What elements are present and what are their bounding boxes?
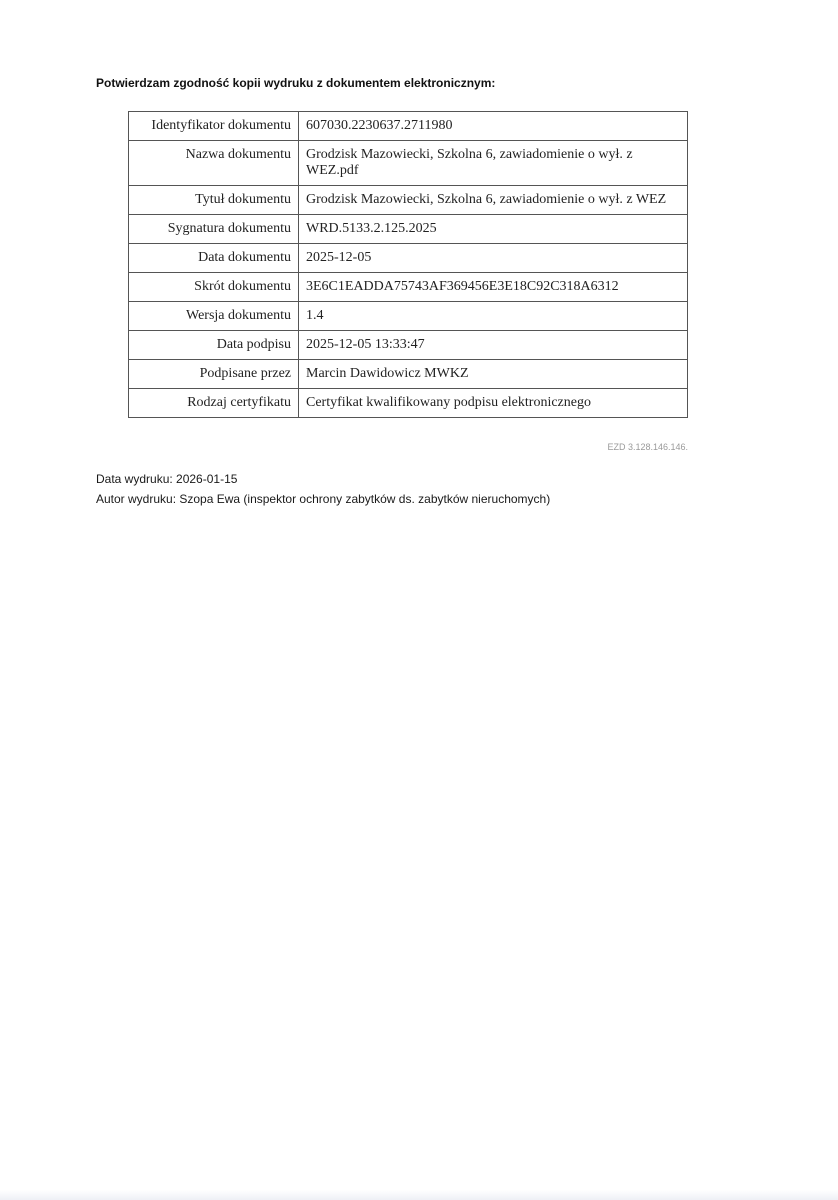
table-row: [129, 215, 688, 244]
print-author: Autor wydruku: Szopa Ewa (inspektor ochrony zabytków ds. zabytków nieruchomych): [96, 492, 551, 506]
system-version-stamp: EZD 3.128.146.146.: [607, 442, 688, 452]
row-value-signature-date: 2025-12-05 13:33:47: [299, 331, 688, 360]
page-bottom-edge: [0, 1190, 838, 1200]
row-value-document-hash: 3E6C1EADDA75743AF369456E3E18C92C318A6312: [299, 273, 688, 302]
confirmation-heading: Potwierdzam zgodność kopii wydruku z dokumentem elektronicznym:: [96, 76, 496, 90]
row-label-signature-date: Data podpisu: [129, 331, 299, 360]
table-row: [129, 141, 688, 186]
table-row: [129, 186, 688, 215]
row-value-certificate-type: Certyfikat kwalifikowany podpisu elektronicznego: [299, 389, 688, 418]
row-value-signed-by: Marcin Dawidowicz MWKZ: [299, 360, 688, 389]
row-label-document-signature: Sygnatura dokumentu: [129, 215, 299, 244]
row-label-document-id: Identyfikator dokumentu: [129, 112, 299, 141]
table-row: [129, 273, 688, 302]
print-date: Data wydruku: 2026-01-15: [96, 472, 238, 486]
row-label-certificate-type: Rodzaj certyfikatu: [129, 389, 299, 418]
row-value-document-id: 607030.2230637.2711980: [299, 112, 688, 141]
row-value-document-version: 1.4: [299, 302, 688, 331]
table-row: [129, 389, 688, 418]
table-row: [129, 360, 688, 389]
table-row: [129, 331, 688, 360]
table-row: [129, 302, 688, 331]
row-label-document-date: Data dokumentu: [129, 244, 299, 273]
row-label-document-name: Nazwa dokumentu: [129, 141, 299, 186]
row-label-signed-by: Podpisane przez: [129, 360, 299, 389]
row-value-document-date: 2025-12-05: [299, 244, 688, 273]
row-label-document-version: Wersja dokumentu: [129, 302, 299, 331]
row-label-document-title: Tytuł dokumentu: [129, 186, 299, 215]
row-label-document-hash: Skrót dokumentu: [129, 273, 299, 302]
table-row: [129, 112, 688, 141]
table-row: [129, 244, 688, 273]
row-value-document-name: Grodzisk Mazowiecki, Szkolna 6, zawiadomienie o wył. z WEZ.pdf: [299, 141, 688, 186]
document-metadata-table: [128, 111, 688, 418]
row-value-document-title: Grodzisk Mazowiecki, Szkolna 6, zawiadomienie o wył. z WEZ: [299, 186, 688, 215]
row-value-document-signature: WRD.5133.2.125.2025: [299, 215, 688, 244]
